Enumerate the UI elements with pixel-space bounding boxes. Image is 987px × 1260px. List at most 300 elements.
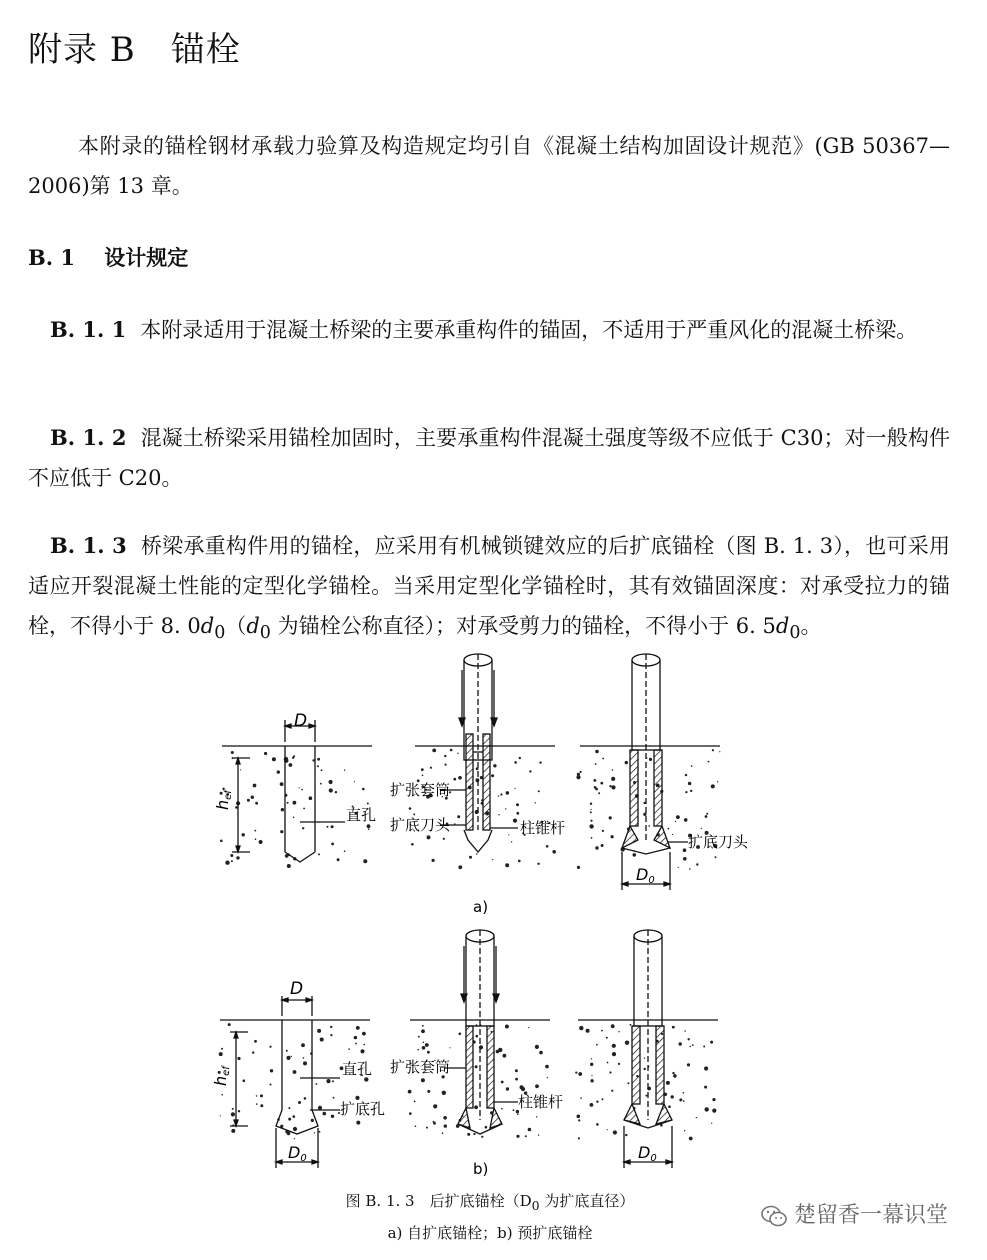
concrete-speck (546, 845, 549, 848)
concrete-speck (673, 1074, 677, 1078)
concrete-speck (326, 1079, 330, 1083)
concrete-speck (255, 802, 258, 805)
concrete-speck (612, 1052, 616, 1056)
concrete-speck (255, 838, 257, 840)
concrete-speck (627, 1082, 629, 1084)
panel-b3-pre-reamed (578, 930, 718, 1168)
concrete-speck (689, 1137, 693, 1141)
concrete-speck (675, 821, 676, 822)
concrete-speck (595, 846, 598, 849)
concrete-speck (444, 755, 446, 757)
concrete-speck (331, 1115, 334, 1118)
concrete-speck (591, 1075, 592, 1076)
clause-text: 混凝土桥梁采用锚栓加固时，主要承重构件混凝土强度等级不应低于 C30；对一般构件不应低于 C20。 (28, 426, 951, 490)
concrete-speck (414, 1101, 416, 1103)
concrete-speck (625, 761, 628, 764)
label-D0-b3-sub: 0 (650, 1153, 657, 1164)
concrete-speck (613, 1130, 617, 1134)
concrete-speck (415, 1125, 417, 1127)
concrete-speck (231, 1112, 235, 1116)
concrete-speck (363, 1044, 365, 1046)
concrete-speck (590, 803, 592, 805)
concrete-speck (232, 1108, 234, 1110)
concrete-speck (528, 1128, 532, 1132)
concrete-speck (539, 761, 541, 763)
concrete-speck (314, 1132, 315, 1133)
concrete-speck (281, 808, 284, 811)
concrete-speck (409, 807, 412, 810)
concrete-speck (287, 864, 291, 868)
concrete-speck (515, 788, 516, 789)
concrete-speck (333, 1097, 335, 1099)
concrete-speck (625, 1134, 627, 1136)
caption-sub: 0 (531, 1198, 540, 1213)
label-cone-rod: 柱锥杆 (520, 819, 566, 837)
concrete-speck (319, 1131, 321, 1133)
concrete-speck (687, 1063, 690, 1066)
label-D0 (636, 865, 655, 886)
concrete-speck (520, 1085, 524, 1089)
concrete-speck (225, 861, 229, 865)
concrete-speck (690, 1046, 691, 1047)
clause-number: B. 1. 2 (50, 425, 127, 450)
concrete-speck (609, 1071, 611, 1073)
concrete-speck (317, 758, 320, 761)
concrete-speck (595, 763, 597, 765)
concrete-speck (288, 1107, 290, 1109)
concrete-speck (317, 765, 319, 767)
concrete-speck (545, 1065, 549, 1069)
concrete-speck (498, 795, 499, 796)
concrete-speck (684, 818, 688, 822)
concrete-speck (602, 758, 604, 760)
symbol-d: d (246, 614, 260, 638)
label-h: h (213, 799, 232, 810)
concrete-speck (671, 1095, 674, 1098)
label-D: D (294, 711, 308, 731)
concrete-speck (498, 814, 499, 815)
concrete-speck (411, 843, 414, 846)
concrete-speck (360, 1049, 364, 1053)
label-expansion-sleeve-b: 扩张套筒 (390, 1058, 451, 1076)
concrete-speck (430, 767, 432, 769)
clause-text-d: 。 (800, 614, 822, 638)
concrete-speck (330, 1034, 332, 1036)
concrete-speck (630, 1024, 632, 1026)
concrete-speck (508, 834, 509, 835)
concrete-speck (329, 788, 333, 792)
concrete-speck (422, 1025, 424, 1027)
clause-text: 本附录适用于混凝土桥梁的主要承重构件的锚固，不适用于严重风化的混凝土桥梁。 (140, 318, 918, 342)
concrete-speck (679, 1042, 682, 1045)
concrete-speck (220, 840, 223, 843)
concrete-speck (689, 868, 691, 870)
concrete-speck (362, 788, 365, 791)
clause-b-1-2 (28, 418, 950, 498)
clause-text-a: 桥梁承重构件用的锚栓，应采用有机械锁键效应的后扩底锚栓（图 B. 1. 3），也可采用适应开裂混凝土性能的定型化学锚栓。当采用定型化学锚栓时，其有效锚固深度：对承受拉力的锚栓，不得小于 8. 0 (28, 534, 951, 638)
concrete-speck (299, 787, 300, 788)
concrete-speck (293, 801, 297, 805)
watermark-text: 楚留香一幕识堂 (794, 1203, 949, 1228)
concrete-speck (598, 792, 600, 794)
concrete-speck (344, 770, 345, 771)
concrete-speck (301, 789, 303, 791)
concrete-speck (363, 859, 367, 863)
concrete-speck (344, 850, 346, 852)
concrete-speck (432, 859, 435, 862)
concrete-speck (712, 749, 714, 751)
concrete-speck (602, 830, 604, 832)
concrete-speck (528, 1027, 529, 1028)
concrete-speck (575, 1072, 577, 1074)
concrete-speck (625, 1041, 629, 1045)
clause-number: B. 1. 1 (50, 317, 127, 342)
concrete-speck (459, 1033, 462, 1036)
concrete-speck (611, 835, 614, 838)
concrete-speck (320, 783, 322, 785)
caption-text: 图 B. 1. 3 后扩底锚栓（D (345, 1192, 532, 1210)
concrete-speck (427, 1090, 430, 1093)
concrete-speck (710, 1041, 713, 1044)
concrete-speck (633, 853, 637, 857)
concrete-speck (449, 1047, 450, 1048)
concrete-speck (321, 769, 323, 771)
concrete-speck (696, 1117, 697, 1118)
panel-b-label: b) (473, 1160, 489, 1178)
concrete-speck (590, 1103, 594, 1107)
concrete-speck (457, 815, 460, 818)
label-ef: ef (223, 790, 234, 800)
concrete-speck (427, 835, 431, 839)
concrete-speck (505, 863, 509, 867)
label-hef (213, 789, 234, 810)
concrete-speck (685, 791, 687, 793)
concrete-speck (422, 775, 424, 777)
concrete-speck (433, 1122, 436, 1125)
concrete-speck (591, 837, 593, 839)
figure-caption (300, 1190, 680, 1213)
concrete-speck (525, 1135, 527, 1137)
concrete-speck (235, 806, 238, 809)
concrete-speck (316, 1083, 318, 1085)
concrete-speck (409, 1112, 412, 1115)
symbol-sub: 0 (789, 623, 801, 644)
concrete-speck (518, 860, 521, 863)
concrete-speck (683, 1092, 685, 1094)
concrete-speck (458, 776, 462, 780)
concrete-speck (221, 1048, 223, 1050)
concrete-speck (612, 769, 614, 771)
concrete-speck (287, 802, 289, 804)
concrete-speck (516, 803, 519, 806)
panel-a-label: a) (473, 898, 489, 916)
concrete-speck (705, 1107, 709, 1111)
concrete-speck (253, 784, 257, 788)
concrete-speck (331, 843, 334, 846)
concrete-speck (256, 1095, 258, 1097)
section-number: B. 1 (28, 245, 75, 270)
panel-a1-straight-hole (222, 720, 372, 862)
concrete-speck (595, 750, 599, 754)
concrete-speck (517, 1113, 519, 1115)
concrete-speck (453, 778, 456, 781)
concrete-speck (408, 1090, 412, 1094)
concrete-speck (318, 1106, 322, 1110)
concrete-speck (289, 763, 293, 767)
concrete-speck (418, 1036, 420, 1038)
concrete-speck (649, 758, 652, 761)
concrete-speck (293, 817, 295, 819)
concrete-speck (355, 1043, 357, 1045)
concrete-speck (516, 812, 519, 815)
concrete-speck (668, 828, 670, 830)
label-ef-b: ef (221, 1066, 232, 1076)
label-D0-b3-main: D (638, 1143, 651, 1162)
concrete-speck (685, 774, 687, 776)
concrete-speck (506, 791, 510, 795)
clause-b-1-1 (28, 310, 950, 350)
concrete-speck (688, 782, 691, 785)
concrete-speck (221, 1094, 223, 1096)
concrete-speck (515, 1078, 518, 1081)
concrete-speck (432, 749, 436, 753)
concrete-speck (476, 1035, 479, 1038)
concrete-speck (318, 853, 320, 855)
concrete-speck (286, 1056, 290, 1060)
concrete-speck (719, 751, 720, 752)
concrete-speck (254, 830, 256, 832)
concrete-speck (578, 1119, 580, 1121)
concrete-speck (535, 802, 536, 803)
intro-paragraph: 本附录的锚栓钢材承载力验算及构造规定均引自《混凝土结构加固设计规范》(GB 50367—2006)第 13 章。 (28, 134, 950, 198)
concrete-speck (552, 850, 556, 854)
concrete-speck (590, 1063, 593, 1066)
concrete-speck (701, 828, 702, 829)
label-h-b: h (211, 1075, 230, 1086)
concrete-speck (618, 1031, 619, 1032)
concrete-speck (443, 1116, 447, 1120)
panel-a3-reamed (580, 654, 720, 890)
page-title: 附录 B 锚栓 (28, 30, 241, 70)
concrete-speck (611, 785, 615, 789)
clause-number: B. 1. 3 (50, 533, 127, 558)
concrete-speck (602, 1098, 604, 1100)
concrete-speck (644, 1068, 646, 1070)
concrete-speck (426, 1127, 428, 1129)
concrete-speck (691, 765, 693, 767)
concrete-speck (442, 1091, 446, 1095)
concrete-speck (589, 824, 593, 828)
concrete-speck (443, 838, 445, 840)
concrete-speck (320, 1038, 324, 1042)
concrete-speck (537, 863, 539, 865)
concrete-speck (607, 1129, 608, 1130)
concrete-speck (683, 1100, 685, 1102)
anchor-figure (0, 640, 987, 1188)
concrete-speck (511, 841, 512, 842)
concrete-speck (711, 1123, 712, 1124)
concrete-speck (469, 856, 472, 859)
concrete-speck (356, 1026, 360, 1030)
concrete-speck (594, 786, 597, 789)
concrete-speck (474, 1105, 478, 1109)
concrete-speck (367, 824, 371, 828)
concrete-speck (475, 1065, 478, 1068)
concrete-speck (254, 1040, 257, 1043)
concrete-speck (280, 782, 284, 786)
concrete-speck (491, 774, 494, 777)
concrete-speck (501, 1081, 504, 1084)
concrete-speck (231, 751, 234, 754)
concrete-speck (611, 777, 615, 781)
concrete-speck (269, 1046, 271, 1048)
concrete-speck (231, 860, 233, 862)
concrete-speck (298, 1101, 301, 1104)
concrete-speck (712, 1109, 716, 1113)
concrete-speck (222, 788, 224, 790)
concrete-speck (433, 1104, 437, 1108)
concrete-speck (703, 1046, 705, 1048)
section-title: 设计规定 (104, 245, 189, 270)
concrete-speck (303, 1057, 305, 1059)
concrete-speck (539, 1051, 543, 1055)
concrete-speck (515, 1069, 518, 1072)
concrete-speck (580, 771, 582, 773)
concrete-speck (331, 825, 334, 828)
label-D0-b3 (638, 1143, 657, 1164)
concrete-speck (237, 1057, 240, 1060)
concrete-speck (601, 844, 604, 847)
concrete-speck (301, 1043, 305, 1047)
concrete-speck (591, 809, 592, 810)
concrete-speck (690, 790, 692, 792)
concrete-speck (422, 1046, 426, 1050)
concrete-speck (648, 825, 650, 827)
concrete-speck (590, 820, 592, 822)
concrete-speck (304, 1097, 307, 1100)
symbol-sub: 0 (259, 623, 271, 644)
concrete-speck (220, 1115, 221, 1116)
concrete-speck (280, 830, 283, 833)
concrete-speck (672, 1072, 674, 1074)
concrete-speck (260, 1094, 263, 1097)
concrete-speck (643, 813, 646, 816)
concrete-speck (329, 780, 333, 784)
concrete-speck (260, 1104, 263, 1107)
concrete-speck (688, 1038, 690, 1040)
concrete-speck (228, 1023, 231, 1026)
concrete-speck (516, 1135, 519, 1138)
concrete-speck (421, 1078, 425, 1082)
concrete-speck (676, 815, 680, 819)
label-cone-rod-b: 柱锥杆 (518, 1093, 564, 1111)
concrete-speck (596, 1123, 599, 1126)
symbol-d: d (775, 614, 790, 638)
concrete-speck (368, 828, 370, 830)
concrete-speck (590, 811, 592, 813)
label-reaming-cutter: 扩底刀头 (390, 816, 451, 834)
concrete-speck (711, 784, 715, 788)
concrete-speck (535, 1045, 539, 1049)
label-reaming-hole: 扩底孔 (340, 1100, 386, 1118)
label-hef-b (211, 1065, 232, 1086)
concrete-speck (303, 808, 305, 810)
concrete-speck (230, 854, 233, 857)
concrete-speck (607, 1062, 609, 1064)
concrete-speck (513, 819, 517, 823)
concrete-speck (501, 1108, 503, 1110)
label-D-b: D (290, 979, 304, 999)
concrete-speck (264, 752, 267, 755)
concrete-speck (591, 1058, 592, 1059)
concrete-speck (672, 834, 673, 835)
concrete-speck (251, 796, 254, 799)
concrete-speck (473, 1133, 475, 1135)
concrete-speck (423, 1042, 425, 1044)
concrete-speck (243, 1079, 246, 1082)
concrete-speck (513, 1109, 515, 1111)
label-D0-b (288, 1143, 307, 1164)
concrete-speck (311, 1119, 314, 1122)
symbol-sub: 0 (214, 623, 226, 644)
concrete-speck (618, 1063, 620, 1065)
concrete-speck (609, 816, 612, 819)
concrete-speck (444, 1124, 447, 1127)
label-straight-hole-b: 直孔 (342, 1060, 373, 1078)
concrete-speck (493, 764, 496, 767)
concrete-speck (219, 1052, 223, 1056)
clause-text-c: 为锚栓公称直径）；对承受剪力的锚栓，不得小于 6. 5 (270, 614, 776, 638)
concrete-speck (611, 1024, 615, 1028)
concrete-speck (644, 1057, 645, 1058)
concrete-speck (427, 1051, 430, 1054)
label-D0-sub: 0 (648, 875, 655, 886)
concrete-speck (580, 1097, 582, 1099)
concrete-speck (519, 757, 521, 759)
concrete-speck (337, 858, 340, 861)
concrete-speck (270, 1069, 273, 1072)
concrete-speck (354, 1036, 357, 1039)
concrete-speck (252, 1051, 254, 1053)
symbol-d: d (200, 614, 215, 638)
concrete-speck (645, 1095, 647, 1097)
concrete-speck (236, 856, 239, 859)
concrete-speck (498, 1048, 502, 1052)
concrete-speck (514, 761, 517, 764)
concrete-speck (417, 1049, 419, 1051)
concrete-speck (704, 1086, 707, 1089)
concrete-speck (668, 1105, 671, 1108)
concrete-speck (327, 826, 329, 828)
concrete-speck (535, 1084, 539, 1088)
concrete-speck (684, 1130, 685, 1131)
concrete-speck (445, 764, 447, 766)
concrete-speck (481, 1136, 483, 1138)
concrete-speck (577, 866, 580, 869)
concrete-speck (683, 857, 687, 861)
concrete-speck (323, 1112, 327, 1116)
watermark (760, 1198, 975, 1238)
concrete-speck (715, 856, 717, 858)
concrete-speck (683, 848, 687, 852)
concrete-speck (536, 1116, 537, 1117)
concrete-speck (578, 1072, 582, 1076)
concrete-speck (529, 770, 531, 772)
concrete-speck (666, 1081, 670, 1085)
concrete-speck (708, 761, 710, 763)
concrete-speck (485, 1126, 488, 1129)
concrete-speck (293, 1070, 297, 1074)
